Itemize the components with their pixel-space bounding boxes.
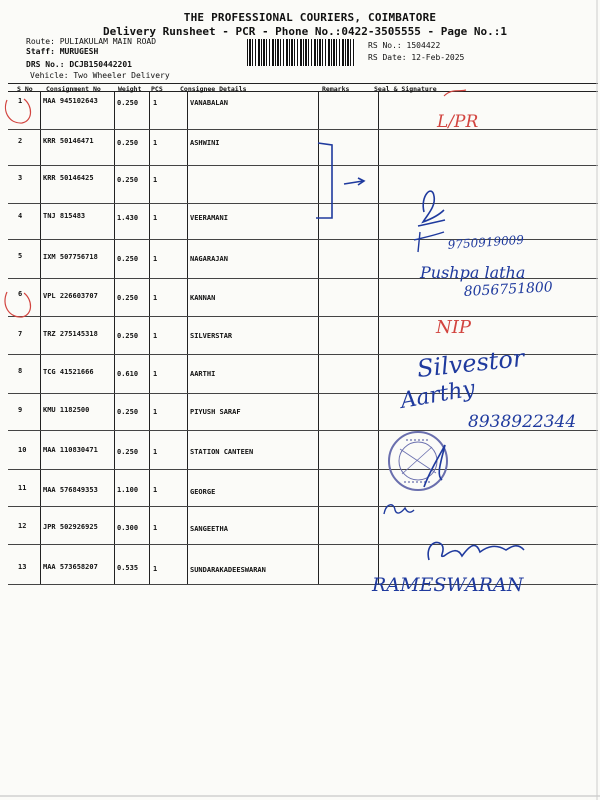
runsheet-title: THE PROFESSIONAL COURIERS, COIMBATORE xyxy=(183,11,437,24)
row-sno: 1 xyxy=(18,97,23,105)
staff-label: Staff: xyxy=(26,47,55,56)
row-11-signature xyxy=(384,505,414,514)
row-sno: 8 xyxy=(18,367,23,375)
row-weight: 0.250 xyxy=(117,294,139,302)
row-consignee: VEERAMANI xyxy=(190,214,228,222)
row-pcs: 1 xyxy=(153,408,158,416)
row-pcs: 1 xyxy=(153,370,158,378)
row-consignee: SILVERSTAR xyxy=(190,332,233,340)
row-consignee: GEORGE xyxy=(190,488,216,496)
row-4-signature xyxy=(418,191,445,226)
col-header-consignee: Consignee Details xyxy=(180,85,247,93)
row-sno: 3 xyxy=(18,174,23,182)
row-sno: 9 xyxy=(18,406,23,414)
row-sno: 2 xyxy=(18,137,23,145)
drs-value: DCJB150442201 xyxy=(69,60,132,69)
row-consignment: KRR 50146425 xyxy=(43,174,94,182)
row-pcs: 1 xyxy=(153,486,158,494)
row-weight: 0.250 xyxy=(117,408,139,416)
station-stamp xyxy=(389,432,447,490)
row-consignment: MAA 945102643 xyxy=(43,97,98,105)
row-weight: 1.100 xyxy=(117,486,139,494)
row-sno: 10 xyxy=(18,446,27,454)
row-1-circle-mark xyxy=(5,99,30,123)
row-weight: 0.250 xyxy=(117,99,139,107)
col-header-weight: Weight xyxy=(118,85,142,93)
row-pcs: 1 xyxy=(153,332,158,340)
runsheet-subtitle: Delivery Runsheet - PCR - Phone No.:0422-3505555 - Page No.:1 xyxy=(103,25,507,38)
row-sno: 7 xyxy=(18,330,23,338)
row-pcs: 1 xyxy=(153,565,158,573)
row-consignment: VPL 226603707 xyxy=(43,292,98,300)
row-consignee: NAGARAJAN xyxy=(190,255,228,263)
col-header-remarks: Remarks xyxy=(322,85,350,93)
rs-date-value: 12-Feb-2025 xyxy=(411,53,465,62)
row-consignee: SANGEETHA xyxy=(190,525,228,533)
row-consignment: KMU 1182500 xyxy=(43,406,90,414)
row-3-bracket-mark xyxy=(316,143,364,218)
red-pen-marks xyxy=(5,90,466,317)
row-6-phone: 8056751800 xyxy=(463,279,554,300)
row-consignment: TNJ 815483 xyxy=(43,212,86,220)
col-header-consignment: Consignment No xyxy=(46,85,101,93)
row-sno: 12 xyxy=(18,522,27,530)
row-consignee: ASHWINI xyxy=(190,139,220,147)
row-7-signature: Silvestor xyxy=(415,343,526,383)
row-consignment: TRZ 275145318 xyxy=(43,330,98,338)
row-consignment: MAA 110830471 xyxy=(43,446,98,454)
row-sno: 6 xyxy=(18,290,23,298)
row-consignee: STATION CANTEEN xyxy=(190,448,254,456)
row-1-remark: L/PR xyxy=(437,112,479,132)
row-pcs: 1 xyxy=(153,524,158,532)
rs-date-label: RS Date: xyxy=(368,53,407,62)
row-weight: 0.250 xyxy=(117,139,139,147)
staff-value: MURUGESH xyxy=(59,47,99,56)
row-weight: 0.250 xyxy=(117,176,139,184)
row-consignment: IXM 507756718 xyxy=(43,253,98,261)
row-consignee: PIYUSH SARAF xyxy=(190,408,241,416)
row-sno: 5 xyxy=(18,252,23,260)
row-12-signature xyxy=(428,542,524,560)
row-6-name: Pushpa latha xyxy=(420,263,526,282)
route-label: Route: xyxy=(26,37,55,46)
route-value: PULIAKULAM MAIN ROAD xyxy=(59,37,157,46)
row-8-signature: Aarthy xyxy=(398,376,477,414)
signature-header-flourish xyxy=(444,90,466,96)
row-pcs: 1 xyxy=(153,255,158,263)
col-header-signature: Seal & Signature xyxy=(374,85,437,93)
row-sno: 11 xyxy=(18,484,27,492)
row-13-signature: RAMESWARAN xyxy=(372,574,524,596)
row-pcs: 1 xyxy=(153,294,158,302)
row-weight: 0.535 xyxy=(117,564,139,572)
vehicle-label: Vehicle: xyxy=(30,71,69,80)
row-consignment: KRR 50146471 xyxy=(43,137,94,145)
row-consignment: TCG 41521666 xyxy=(43,368,94,376)
row-6-circle-mark xyxy=(5,292,31,317)
row-weight: 0.300 xyxy=(117,524,139,532)
row-5-signature xyxy=(414,232,444,252)
rs-no-value: 1504422 xyxy=(406,41,441,50)
row-pcs: 1 xyxy=(153,139,158,147)
row-6-remark: NIP xyxy=(436,317,471,338)
row-consignee: KANNAN xyxy=(190,294,216,302)
row-sno: 13 xyxy=(18,563,27,571)
row-weight: 1.430 xyxy=(117,214,139,222)
row-pcs: 1 xyxy=(153,176,158,184)
row-weight: 0.610 xyxy=(117,370,139,378)
row-consignment: JPR 502926925 xyxy=(43,523,98,531)
vehicle-value: Two Wheeler Delivery xyxy=(73,71,170,80)
row-5-phone: 9750919009 xyxy=(447,232,525,252)
row-consignee: VANABALAN xyxy=(190,99,228,107)
row-weight: 0.250 xyxy=(117,448,139,456)
drs-label: DRS No.: xyxy=(26,60,65,69)
row-sno: 4 xyxy=(18,212,23,220)
row-pcs: 1 xyxy=(153,99,158,107)
row-pcs: 1 xyxy=(153,214,158,222)
col-header-pcs: PCS xyxy=(151,85,163,93)
row-consignee: AARTHI xyxy=(190,370,216,378)
row-9-phone: 8938922344 xyxy=(468,412,577,432)
row-pcs: 1 xyxy=(153,448,158,456)
row-weight: 0.250 xyxy=(117,332,139,340)
row-consignment: MAA 573658207 xyxy=(43,563,98,571)
rs-no-label: RS No.: xyxy=(368,41,402,50)
row-consignment: MAA 576849353 xyxy=(43,486,98,494)
row-consignee: SUNDARAKADEESWARAN xyxy=(190,566,266,574)
col-header-sno: S No xyxy=(17,85,33,93)
row-weight: 0.250 xyxy=(117,255,139,263)
